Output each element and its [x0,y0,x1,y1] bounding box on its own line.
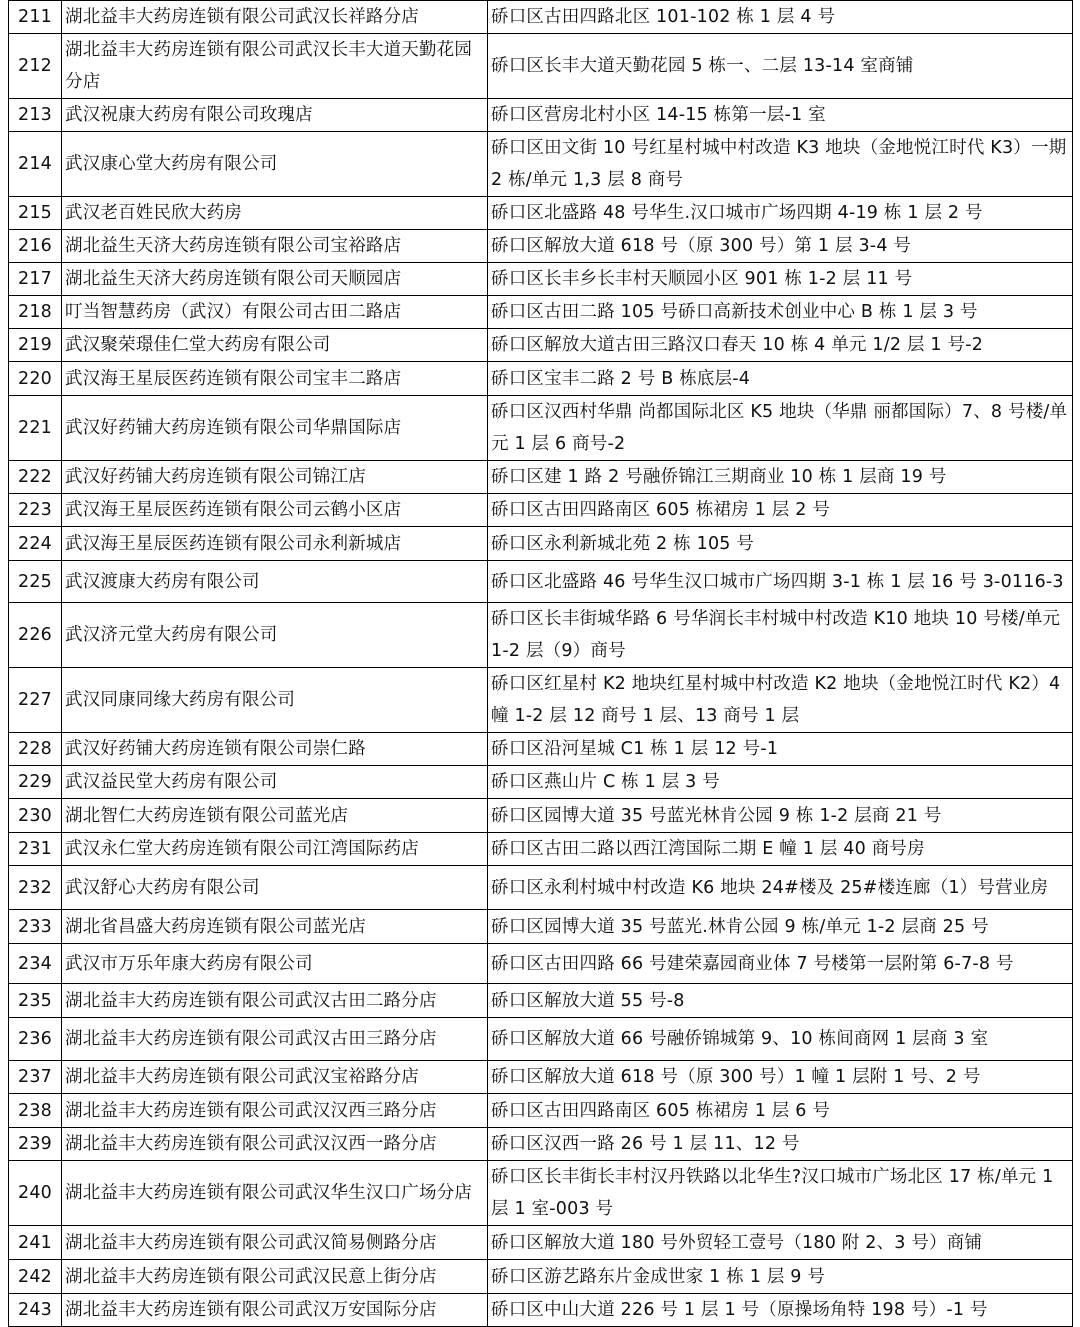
store-name: 武汉益民堂大药房有限公司 [62,766,488,799]
store-address: 硚口区长丰乡长丰村天顺园小区 901 栋 1-2 层 11 号 [488,263,1073,296]
store-name: 武汉渡康大药房有限公司 [62,561,488,603]
store-name: 湖北益丰大药房连锁有限公司武汉民意上街分店 [62,1260,488,1294]
store-name: 武汉好药铺大药房连锁有限公司锦江店 [62,461,488,494]
row-number: 238 [9,1094,62,1128]
row-number: 211 [9,1,62,34]
store-name: 湖北益丰大药房连锁有限公司武汉长祥路分店 [62,1,488,34]
store-name: 武汉好药铺大药房连锁有限公司崇仁路 [62,733,488,766]
store-address: 硚口区古田四路南区 605 栋裙房 1 层 2 号 [488,494,1073,527]
row-number: 229 [9,766,62,799]
row-number: 225 [9,561,62,603]
row-number: 240 [9,1161,62,1226]
store-address: 硚口区古田四路 66 号建荣嘉园商业体 7 号楼第一层附第 6-7-8 号 [488,944,1073,984]
store-name: 武汉海王星辰医药连锁有限公司永利新城店 [62,527,488,561]
table-row [9,1260,1073,1294]
table-row [9,1226,1073,1260]
row-number: 234 [9,944,62,984]
row-number: 241 [9,1226,62,1260]
store-name: 武汉济元堂大药房有限公司 [62,603,488,668]
table-row [9,910,1073,944]
row-number: 226 [9,603,62,668]
row-number: 242 [9,1260,62,1294]
row-number: 230 [9,799,62,833]
pharmacy-table-body [9,1,1073,1327]
store-address: 硚口区长丰街城华路 6 号华润长丰村城中村改造 K10 地块 10 号楼/单元 1-2 层（9）商号 [488,603,1073,668]
store-address: 硚口区古田二路 105 号硚口高新技术创业中心 B 栋 1 层 3 号 [488,296,1073,329]
table-row [9,1161,1073,1226]
row-number: 223 [9,494,62,527]
row-number: 221 [9,396,62,461]
table-row [9,1128,1073,1161]
store-name: 武汉舒心大药房有限公司 [62,866,488,910]
row-number: 224 [9,527,62,561]
table-row [9,733,1073,766]
store-name: 武汉康心堂大药房有限公司 [62,132,488,197]
table-row [9,866,1073,910]
table-row [9,766,1073,799]
row-number: 215 [9,197,62,230]
store-name: 武汉海王星辰医药连锁有限公司云鹤小区店 [62,494,488,527]
table-row [9,197,1073,230]
row-number: 212 [9,34,62,99]
store-address: 硚口区汉西村华鼎 尚都国际北区 K5 地块（华鼎 丽都国际）7、8 号楼/单元 1 层 6 商号-2 [488,396,1073,461]
store-address: 硚口区中山大道 226 号 1 层 1 号（原操场角特 198 号）-1 号 [488,1294,1073,1327]
store-name: 叮当智慧药房（武汉）有限公司古田二路店 [62,296,488,329]
table-row [9,329,1073,362]
store-address: 硚口区田文街 10 号红星村城中村改造 K3 地块（金地悦江时代 K3）一期 2 栋/单元 1,3 层 8 商号 [488,132,1073,197]
store-address: 硚口区解放大道 55 号-8 [488,984,1073,1018]
store-name: 湖北益丰大药房连锁有限公司武汉长丰大道天勤花园分店 [62,34,488,99]
store-address: 硚口区建 1 路 2 号融侨锦江三期商业 10 栋 1 层商 19 号 [488,461,1073,494]
row-number: 228 [9,733,62,766]
row-number: 213 [9,99,62,132]
store-address: 硚口区解放大道 618 号（原 300 号）第 1 层 3-4 号 [488,230,1073,263]
store-name: 湖北省昌盛大药房连锁有限公司蓝光店 [62,910,488,944]
store-address: 硚口区解放大道 66 号融侨锦城第 9、10 栋间商网 1 层商 3 室 [488,1018,1073,1061]
row-number: 231 [9,833,62,866]
row-number: 243 [9,1294,62,1327]
table-row [9,984,1073,1018]
store-address: 硚口区游艺路东片金成世家 1 栋 1 层 9 号 [488,1260,1073,1294]
table-row [9,396,1073,461]
store-address: 硚口区解放大道古田三路汉口春天 10 栋 4 单元 1/2 层 1 号-2 [488,329,1073,362]
table-row [9,1018,1073,1061]
table-row [9,230,1073,263]
store-name: 湖北智仁大药房连锁有限公司蓝光店 [62,799,488,833]
store-name: 武汉海王星辰医药连锁有限公司宝丰二路店 [62,362,488,396]
store-name: 湖北益丰大药房连锁有限公司武汉古田三路分店 [62,1018,488,1061]
store-address: 硚口区红星村 K2 地块红星村城中村改造 K2 地块（金地悦江时代 K2）4 幢 1-2 层 12 商号 1 层、13 商号 1 层 [488,668,1073,733]
store-name: 湖北益丰大药房连锁有限公司武汉简易侧路分店 [62,1226,488,1260]
store-address: 硚口区古田四路北区 101-102 栋 1 层 4 号 [488,1,1073,34]
table-row [9,561,1073,603]
store-address: 硚口区永利新城北苑 2 栋 105 号 [488,527,1073,561]
row-number: 239 [9,1128,62,1161]
store-name: 武汉好药铺大药房连锁有限公司华鼎国际店 [62,396,488,461]
store-name: 武汉同康同缘大药房有限公司 [62,668,488,733]
table-row [9,833,1073,866]
store-address: 硚口区北盛路 46 号华生汉口城市广场四期 3-1 栋 1 层 16 号 3-0116-3 [488,561,1073,603]
store-name: 武汉祝康大药房有限公司玫瑰店 [62,99,488,132]
store-address: 硚口区古田四路南区 605 栋裙房 1 层 6 号 [488,1094,1073,1128]
row-number: 237 [9,1061,62,1094]
pharmacy-table [8,0,1073,1327]
store-address: 硚口区园博大道 35 号蓝光林肯公园 9 栋 1-2 层商 21 号 [488,799,1073,833]
table-row [9,362,1073,396]
store-name: 湖北益丰大药房连锁有限公司武汉宝裕路分店 [62,1061,488,1094]
table-row [9,603,1073,668]
table-row [9,296,1073,329]
row-number: 227 [9,668,62,733]
row-number: 222 [9,461,62,494]
table-row [9,494,1073,527]
store-address: 硚口区园博大道 35 号蓝光.林肯公园 9 栋/单元 1-2 层商 25 号 [488,910,1073,944]
table-row [9,944,1073,984]
table-row [9,1094,1073,1128]
store-name: 武汉市万乐年康大药房有限公司 [62,944,488,984]
store-address: 硚口区营房北村小区 14-15 栋第一层-1 室 [488,99,1073,132]
table-row [9,1294,1073,1327]
store-address: 硚口区长丰大道天勤花园 5 栋一、二层 13-14 室商铺 [488,34,1073,99]
store-address: 硚口区燕山片 C 栋 1 层 3 号 [488,766,1073,799]
row-number: 235 [9,984,62,1018]
store-address: 硚口区古田二路以西江湾国际二期 E 幢 1 层 40 商号房 [488,833,1073,866]
table-row [9,461,1073,494]
store-name: 武汉老百姓民欣大药房 [62,197,488,230]
table-row [9,263,1073,296]
table-row [9,668,1073,733]
table-row [9,799,1073,833]
table-row [9,527,1073,561]
store-address: 硚口区北盛路 48 号华生.汉口城市广场四期 4-19 栋 1 层 2 号 [488,197,1073,230]
store-address: 硚口区宝丰二路 2 号 B 栋底层-4 [488,362,1073,396]
row-number: 220 [9,362,62,396]
store-address: 硚口区永利村城中村改造 K6 地块 24#楼及 25#楼连廊（1）号营业房 [488,866,1073,910]
store-address: 硚口区解放大道 618 号（原 300 号）1 幢 1 层附 1 号、2 号 [488,1061,1073,1094]
store-name: 湖北益丰大药房连锁有限公司武汉古田二路分店 [62,984,488,1018]
store-name: 武汉永仁堂大药房连锁有限公司江湾国际药店 [62,833,488,866]
store-address: 硚口区解放大道 180 号外贸轻工壹号（180 附 2、3 号）商铺 [488,1226,1073,1260]
store-name: 湖北益生天济大药房连锁有限公司宝裕路店 [62,230,488,263]
row-number: 216 [9,230,62,263]
row-number: 218 [9,296,62,329]
store-address: 硚口区长丰街长丰村汉丹铁路以北华生?汉口城市广场北区 17 栋/单元 1 层 1 室-003 号 [488,1161,1073,1226]
store-name: 湖北益丰大药房连锁有限公司武汉汉西一路分店 [62,1128,488,1161]
table-row [9,132,1073,197]
row-number: 236 [9,1018,62,1061]
store-name: 湖北益生天济大药房连锁有限公司天顺园店 [62,263,488,296]
table-row [9,1061,1073,1094]
table-row [9,99,1073,132]
table-row [9,34,1073,99]
table-row [9,1,1073,34]
store-address: 硚口区沿河星城 C1 栋 1 层 12 号-1 [488,733,1073,766]
store-name: 武汉聚荣璟佳仁堂大药房有限公司 [62,329,488,362]
row-number: 214 [9,132,62,197]
store-address: 硚口区汉西一路 26 号 1 层 11、12 号 [488,1128,1073,1161]
store-name: 湖北益丰大药房连锁有限公司武汉万安国际分店 [62,1294,488,1327]
row-number: 219 [9,329,62,362]
store-name: 湖北益丰大药房连锁有限公司武汉汉西三路分店 [62,1094,488,1128]
row-number: 233 [9,910,62,944]
row-number: 217 [9,263,62,296]
store-name: 湖北益丰大药房连锁有限公司武汉华生汉口广场分店 [62,1161,488,1226]
row-number: 232 [9,866,62,910]
